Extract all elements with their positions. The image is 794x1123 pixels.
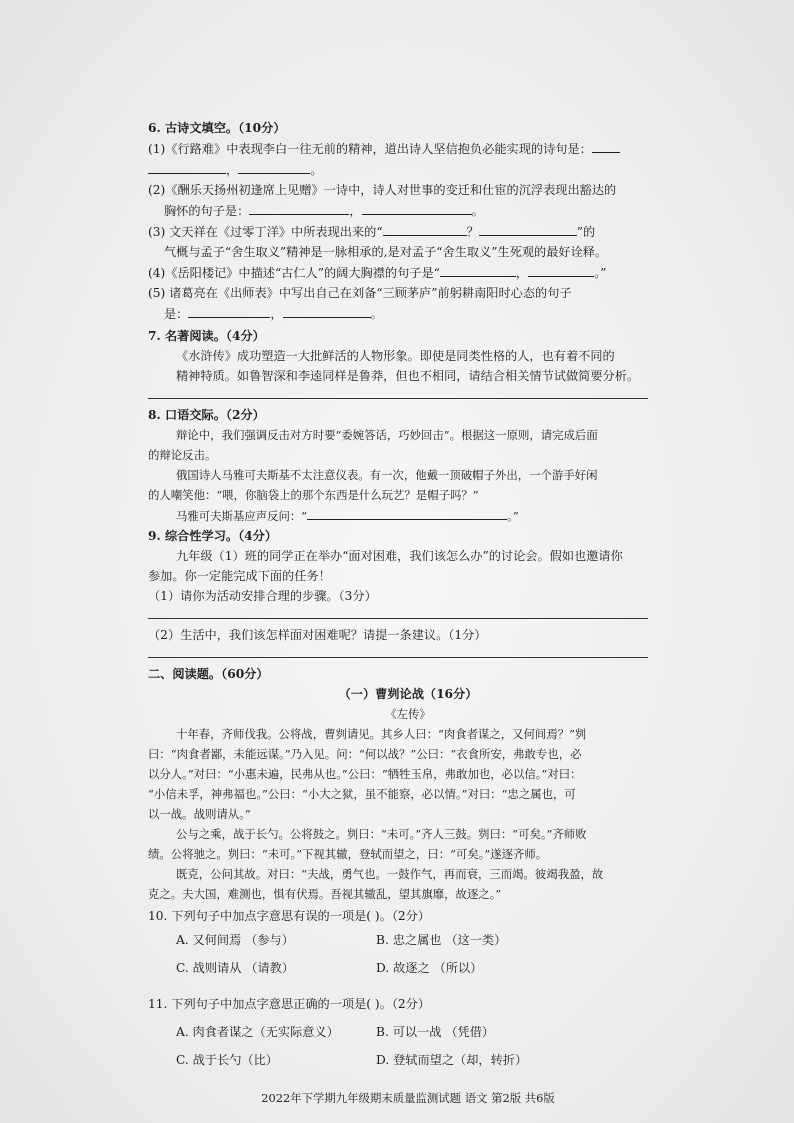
section2-title: 二、阅读题。（60分） — [148, 667, 269, 681]
q8-text: 辩论中，我们强调反击对方时要“委婉答话，巧妙回击”。根据这一原则，请完成后面 — [176, 428, 598, 442]
separator: 。” — [594, 266, 607, 280]
passage-line: 克之。夫大国，难测也，惧有伏焉。吾视其辙乱，望其旗靡，故逐之。” — [148, 887, 502, 901]
q10-option-a[interactable]: A. 又何间焉 （参与） — [176, 933, 294, 947]
q7-text: 精神特质。如鲁智深和李逵同样是鲁莽，但也不相同，请结合相关情节试做简要分析。 — [176, 369, 640, 383]
q6-item2: (2)《酬乐天扬州初逢席上见赠》一诗中，诗人对世事的变迁和仕宦的沉浮表现出豁达的 — [148, 183, 617, 197]
q6-item1-cont — [148, 159, 668, 180]
q6-item2-text: 胸怀的句子是： — [164, 204, 250, 218]
passage-line: 既克，公问其故。对曰：“夫战，勇气也。一鼓作气，再而衰，三而竭。彼竭我盈，故 — [176, 867, 604, 881]
separator: ， — [270, 307, 283, 321]
q8-response — [148, 505, 668, 526]
q9-title: 9. 综合性学习。（4分） — [148, 529, 278, 543]
q10-option-c[interactable]: C. 战则请从 （请教） — [176, 961, 295, 975]
q8-text: 的人嘲笑他：“喂，你脑袋上的那个东西是什么玩艺？是帽子吗？” — [148, 488, 479, 502]
q9-task2: （2）生活中，我们该怎样面对困难呢？请提一条建议。（1分） — [148, 628, 487, 642]
passage-title: （一）曹刿论战（16分） — [338, 687, 478, 701]
q7-title: 7. 名著阅读。（4分） — [148, 329, 265, 343]
q6-item5: (5) 诸葛亮在《出师表》中写出自己在刘备“三顾茅庐”前躬耕南阳时心态的句子 — [148, 286, 572, 300]
q10-options-row — [148, 930, 668, 950]
separator: ”的 — [576, 225, 596, 239]
q8-title: 8. 口语交际。（2分） — [148, 408, 265, 422]
q6-item4 — [148, 262, 668, 283]
q6-item2-cont — [148, 200, 668, 221]
q10-title: 10. 下列句子中加点字意思有误的一项是( )。（2分） — [148, 909, 431, 923]
q6-item3 — [148, 221, 668, 242]
q11-option-c[interactable]: C. 战于长勺（比） — [176, 1053, 278, 1067]
separator: ？ — [466, 225, 479, 239]
answer-blank[interactable] — [528, 262, 594, 277]
q6-item4-text: (4)《岳阳楼记》中描述“古仁人”的阔大胸襟的句子是“ — [148, 266, 440, 280]
answer-blank[interactable] — [592, 138, 620, 153]
answer-blank[interactable] — [249, 200, 349, 215]
q11-option-a[interactable]: A. 肉食者谋之（无实际意义） — [176, 1025, 339, 1039]
separator: 。 — [471, 204, 484, 218]
passage-line: 曰：“肉食者鄙，未能远谋。”乃入见。问：“何以战？”公曰：“衣食所安，弗敢专也，必 — [148, 747, 582, 761]
passage-line: “小信未孚，神弗福也。”公曰：“小大之狱，虽不能察，必以情。”对曰：“忠之属也，可 — [148, 787, 576, 801]
passage-source: 《左传》 — [385, 707, 431, 721]
exam-content — [148, 118, 668, 1108]
separator: ， — [349, 204, 362, 218]
q8-response-text: 马雅可夫斯基应声反问：“ — [176, 509, 308, 523]
separator: 。 — [310, 163, 323, 177]
separator: ， — [226, 163, 239, 177]
passage-line: 十年春，齐师伐我。公将战，曹刿请见。其乡人曰：“肉食者谋之，又何间焉？”刿 — [176, 727, 587, 741]
separator: 。 — [370, 307, 383, 321]
answer-blank[interactable] — [383, 221, 467, 236]
q6-item3-text: (3) 文天祥在《过零丁洋》中所表现出来的“ — [148, 225, 383, 239]
q7-text: 《水浒传》成功塑造一大批鲜活的人物形象。即使是同类性格的人，也有着不同的 — [176, 349, 615, 363]
answer-blank[interactable] — [148, 159, 226, 174]
q6-item1 — [148, 138, 668, 159]
q6-title: 6. 古诗文填空。（10分） — [148, 121, 286, 135]
q6-item5-text: 是： — [164, 307, 189, 321]
answer-blank[interactable] — [283, 303, 371, 318]
passage-line: 绩。公将驰之。刿曰：“未可。”下视其辙，登轼而望之，曰：“可矣。”遂逐齐师。 — [148, 847, 548, 861]
page-footer: 2022年下学期九年级期末质量监测试题 语文 第2版 共6版 — [261, 1091, 555, 1105]
q11-options-row — [148, 1050, 668, 1070]
q6-item3-cont: 气概与孟子“舍生取义”精神是一脉相承的,是对孟子“舍生取义”生死观的最好诠释。 — [164, 245, 608, 259]
answer-blank[interactable] — [479, 221, 577, 236]
q8-text: 俄国诗人马雅可夫斯基不太注意仪表。有一次，他戴一顶破帽子外出，一个游手好闲 — [176, 468, 598, 482]
answer-line[interactable] — [148, 647, 648, 658]
q9-task1: （1）请你为活动安排合理的步骤。（3分） — [148, 589, 377, 603]
separator: 。” — [507, 509, 519, 523]
q6-item1-text: (1)《行路难》中表现李白一往无前的精神，道出诗人坚信抱负必能实现的诗句是： — [148, 142, 592, 156]
q8-text: 的辩论反击。 — [148, 448, 217, 462]
q9-text: 参加。你一定能完成下面的任务！ — [148, 569, 331, 583]
answer-blank[interactable] — [440, 262, 516, 277]
q10-option-b[interactable]: B. 忠之属也 （这一类） — [376, 933, 507, 947]
q6-item5-cont — [148, 303, 668, 324]
answer-blank[interactable] — [188, 303, 270, 318]
q9-text: 九年级（1）班的同学正在举办“面对困难，我们该怎么办”的讨论会。假如也邀请你 — [176, 549, 623, 563]
answer-blank[interactable] — [362, 200, 472, 215]
q11-option-b[interactable]: B. 可以一战 （凭借） — [376, 1025, 495, 1039]
passage-line: 以分人。”对曰：“小惠未遍，民弗从也。”公曰：“牺牲玉帛，弗敢加也，必以信。”对曰： — [148, 767, 582, 781]
q11-title: 11. 下列句子中加点字意思正确的一项是( )。（2分） — [148, 997, 431, 1011]
q11-option-d[interactable]: D. 登轼而望之（却，转折） — [376, 1053, 528, 1067]
answer-blank[interactable] — [238, 159, 310, 174]
passage-line: 公与之乘，战于长勺。公将鼓之。刿曰：“未可。”齐人三鼓。刿曰：“可矣。”齐师败 — [176, 827, 587, 841]
passage-line: 以一战。战则请从。” — [148, 807, 251, 821]
q10-options-row — [148, 958, 668, 978]
q10-option-d[interactable]: D. 故逐之 （所以） — [376, 961, 483, 975]
q11-options-row — [148, 1022, 668, 1042]
answer-line[interactable] — [148, 388, 648, 399]
answer-line[interactable] — [148, 608, 648, 619]
separator: ， — [515, 266, 529, 280]
answer-blank[interactable] — [307, 505, 507, 520]
